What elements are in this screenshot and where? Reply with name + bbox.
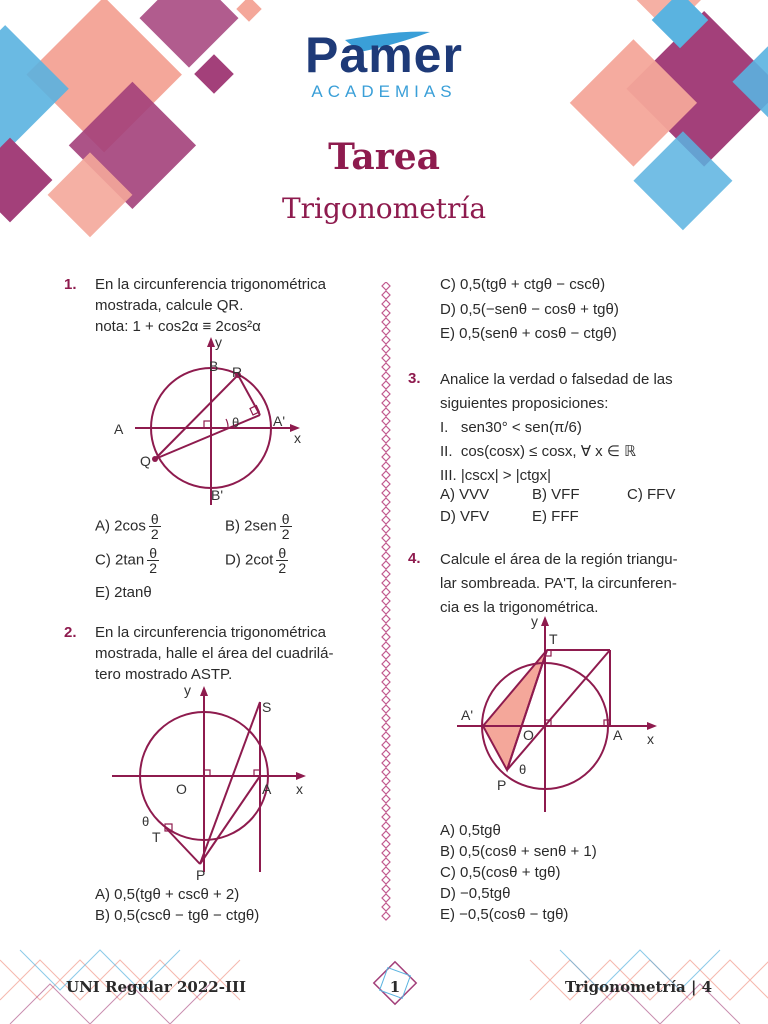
divider-link <box>382 651 390 659</box>
q4-fig-y-label: y <box>531 613 538 629</box>
q4-option-d[interactable]: D) −0,5tgθ <box>440 885 511 902</box>
q1-fig-theta-label: θ <box>232 415 240 430</box>
divider-link <box>382 489 390 497</box>
footer-page-number: 1 <box>389 978 401 996</box>
q2-option-c[interactable]: C) 0,5(tgθ + ctgθ − cscθ) <box>440 276 606 293</box>
q1-option-a-frac <box>149 512 161 541</box>
q1-option-a[interactable] <box>95 512 161 541</box>
q4-line2: lar sombreada. PA'T, la circunferen- <box>440 575 677 592</box>
frac-den: 2 <box>278 560 287 576</box>
divider-link <box>382 561 390 569</box>
q2-line2: mostrada, halle el área del cuadrilá- <box>95 645 334 662</box>
q4-option-c[interactable]: C) 0,5(cosθ + tgθ) <box>440 864 561 881</box>
q2-option-b[interactable]: B) 0,5(cscθ − tgθ − ctgθ) <box>95 907 260 924</box>
q1-number: 1. <box>64 276 77 293</box>
q3-option-b[interactable]: B) VFF <box>532 486 580 503</box>
q3-option-a[interactable]: A) VVV <box>440 486 490 503</box>
divider-link <box>382 399 390 407</box>
page-title: Tarea <box>328 136 440 178</box>
divider-link <box>382 453 390 461</box>
divider-link <box>382 597 390 605</box>
q1-option-b[interactable] <box>225 512 292 541</box>
divider-link <box>382 867 390 875</box>
q4-fig-O-label: O <box>523 727 534 743</box>
q2-fig-O-label: O <box>176 781 187 797</box>
brand-subtitle: ACADEMIAS <box>311 82 457 101</box>
q1-fig-y-label: y <box>215 335 222 350</box>
q4-line3: cia es la trigonométrica. <box>440 599 599 616</box>
divider-link <box>382 606 390 614</box>
q2-figure <box>110 682 320 882</box>
q1-line1: En la circunferencia trigonométrica <box>95 276 326 293</box>
q2-fig-T-label: T <box>152 829 161 845</box>
frac-den: 2 <box>150 526 159 542</box>
q1-option-c-text: C) 2tan <box>95 551 145 569</box>
divider-link <box>382 885 390 893</box>
q2-number: 2. <box>64 624 77 641</box>
q4-figure <box>455 612 670 817</box>
divider-link <box>382 354 390 362</box>
q1-fig-R-label: R <box>232 364 243 380</box>
divider-link <box>382 471 390 479</box>
brand-logo <box>0 27 768 102</box>
q1-fig-A-label: A <box>114 421 124 437</box>
divider-link <box>382 768 390 776</box>
divider-link <box>382 381 390 389</box>
divider-link <box>382 498 390 506</box>
q2-fig-y-label: y <box>184 682 191 698</box>
q2-fig-S-label: S <box>262 699 272 715</box>
footer-course: UNI Regular 2022-III <box>66 978 246 996</box>
divider-link <box>382 633 390 641</box>
divider-link <box>382 678 390 686</box>
q3-prop3: III. |cscx| > |ctgx| <box>440 467 552 484</box>
divider-link <box>382 345 390 353</box>
divider-link <box>382 390 390 398</box>
frac-den: 2 <box>149 560 157 576</box>
q2-option-d[interactable]: D) 0,5(−senθ − cosθ + tgθ) <box>440 301 619 318</box>
q2-fig-theta-label: θ <box>142 814 150 829</box>
q1-option-e[interactable]: E) 2tanθ <box>95 584 152 601</box>
divider-link <box>382 579 390 587</box>
q4-text <box>440 548 710 620</box>
divider-link <box>382 705 390 713</box>
column-divider <box>380 282 392 922</box>
q4-fig-T-label: T <box>549 631 558 647</box>
q1-option-c-frac <box>147 546 159 575</box>
divider-link <box>382 624 390 632</box>
divider-link <box>382 849 390 857</box>
divider-link <box>382 300 390 308</box>
q4-number: 4. <box>408 550 421 567</box>
q3-prop2: II. cos(cosx) ≤ cosx, ∀ x ∈ ℝ <box>440 443 636 460</box>
divider-link <box>382 408 390 416</box>
brand-name: Pamer <box>305 27 463 83</box>
divider-link <box>382 435 390 443</box>
divider-link <box>382 786 390 794</box>
divider-link <box>382 570 390 578</box>
divider-link <box>382 372 390 380</box>
divider-link <box>382 552 390 560</box>
divider-link <box>382 291 390 299</box>
divider-link <box>382 534 390 542</box>
header-banner <box>0 0 768 240</box>
q1-text <box>95 274 365 337</box>
divider-link <box>382 714 390 722</box>
divider-link <box>382 525 390 533</box>
q4-option-e[interactable]: E) −0,5(cosθ − tgθ) <box>440 906 569 923</box>
q2-fig-A-label: A <box>262 781 272 797</box>
divider-link <box>382 480 390 488</box>
divider-link <box>382 822 390 830</box>
footer-subject: Trigonometría | 4 <box>565 978 713 996</box>
divider-link <box>382 876 390 884</box>
q2-line1: En la circunferencia trigonométrica <box>95 624 326 641</box>
divider-link <box>382 669 390 677</box>
divider-link <box>382 588 390 596</box>
q1-fig-B-label: B <box>209 358 219 374</box>
q3-line1: Analice la verdad o falsedad de las <box>440 371 673 388</box>
q1-fig-x-label: x <box>294 430 301 446</box>
q4-option-b[interactable]: B) 0,5(cosθ + senθ + 1) <box>440 843 597 860</box>
divider-link <box>382 732 390 740</box>
q3-line2: siguientes proposiciones: <box>440 395 609 412</box>
q1-fig-B2-label: B' <box>211 487 224 503</box>
divider-link <box>382 750 390 758</box>
divider-link <box>382 507 390 515</box>
q1-option-d-text: D) 2cot <box>225 551 274 569</box>
divider-link <box>382 426 390 434</box>
q3-option-d[interactable]: D) VFV <box>440 508 490 525</box>
divider-link <box>382 858 390 866</box>
q2-fig-x-label: x <box>296 781 303 797</box>
frac-den: 2 <box>281 526 290 542</box>
q4-fig-P-label: P <box>497 777 507 793</box>
divider-link <box>382 804 390 812</box>
q1-figure <box>110 335 320 510</box>
q1-option-b-text: B) 2sen <box>225 517 277 535</box>
frac-num: θ <box>281 511 290 527</box>
divider-link <box>382 696 390 704</box>
divider-link <box>382 336 390 344</box>
divider-link <box>382 417 390 425</box>
q2-option-e[interactable]: E) 0,5(senθ + cosθ − ctgθ) <box>440 325 617 342</box>
q2-option-a[interactable]: A) 0,5(tgθ + cscθ + 2) <box>95 886 240 903</box>
q4-fig-A2-label: A' <box>461 707 474 723</box>
divider-link <box>382 831 390 839</box>
frac-num: θ <box>150 511 159 527</box>
q3-prop1: I. sen30° < sen(π/6) <box>440 419 582 436</box>
frac-num: θ <box>278 545 287 561</box>
divider-link <box>382 327 390 335</box>
q3-text <box>440 368 710 488</box>
divider-link <box>382 813 390 821</box>
divider-link <box>382 444 390 452</box>
q1-option-b-frac <box>280 512 292 541</box>
divider-link <box>382 462 390 470</box>
q1-line3: nota: 1 + cos2α ≡ 2cos²α <box>95 318 261 335</box>
q4-fig-x-label: x <box>647 731 654 747</box>
divider-link <box>382 660 390 668</box>
divider-link <box>382 840 390 848</box>
divider-link <box>382 309 390 317</box>
q2-text <box>95 622 365 685</box>
page-subtitle: Trigonometría <box>281 192 487 225</box>
divider-link <box>382 741 390 749</box>
q1-option-d-frac <box>276 546 288 575</box>
divider-link <box>382 363 390 371</box>
q1-fig-A2-label: A' <box>273 413 286 429</box>
q1-line2: mostrada, calcule QR. <box>95 297 244 314</box>
divider-link <box>382 795 390 803</box>
q1-fig-Q-label: Q <box>140 453 151 469</box>
q4-fig-A-label: A <box>613 727 623 743</box>
q2-line3: tero mostrado ASTP. <box>95 666 233 683</box>
q4-option-a[interactable]: A) 0,5tgθ <box>440 822 501 839</box>
q2-fig-P-label: P <box>196 867 206 882</box>
q1-option-c[interactable] <box>95 546 159 575</box>
divider-link <box>382 318 390 326</box>
divider-link <box>382 642 390 650</box>
divider-link <box>382 777 390 785</box>
q3-option-c[interactable]: C) FFV <box>627 486 676 503</box>
q1-option-a-text: A) 2cos <box>95 517 146 535</box>
divider-link <box>382 903 390 911</box>
divider-link <box>382 687 390 695</box>
divider-link <box>382 615 390 623</box>
q1-option-d[interactable] <box>225 546 288 575</box>
q4-fig-theta-label: θ <box>519 762 527 777</box>
q3-number: 3. <box>408 370 421 387</box>
divider-link <box>382 516 390 524</box>
frac-num: θ <box>149 545 157 561</box>
q4-line1: Calcule el área de la región triangu- <box>440 551 678 568</box>
divider-link <box>382 912 390 920</box>
q3-option-e[interactable]: E) FFF <box>532 508 579 525</box>
divider-link <box>382 543 390 551</box>
divider-link <box>382 759 390 767</box>
divider-link <box>382 282 390 290</box>
divider-link <box>382 894 390 902</box>
divider-link <box>382 723 390 731</box>
